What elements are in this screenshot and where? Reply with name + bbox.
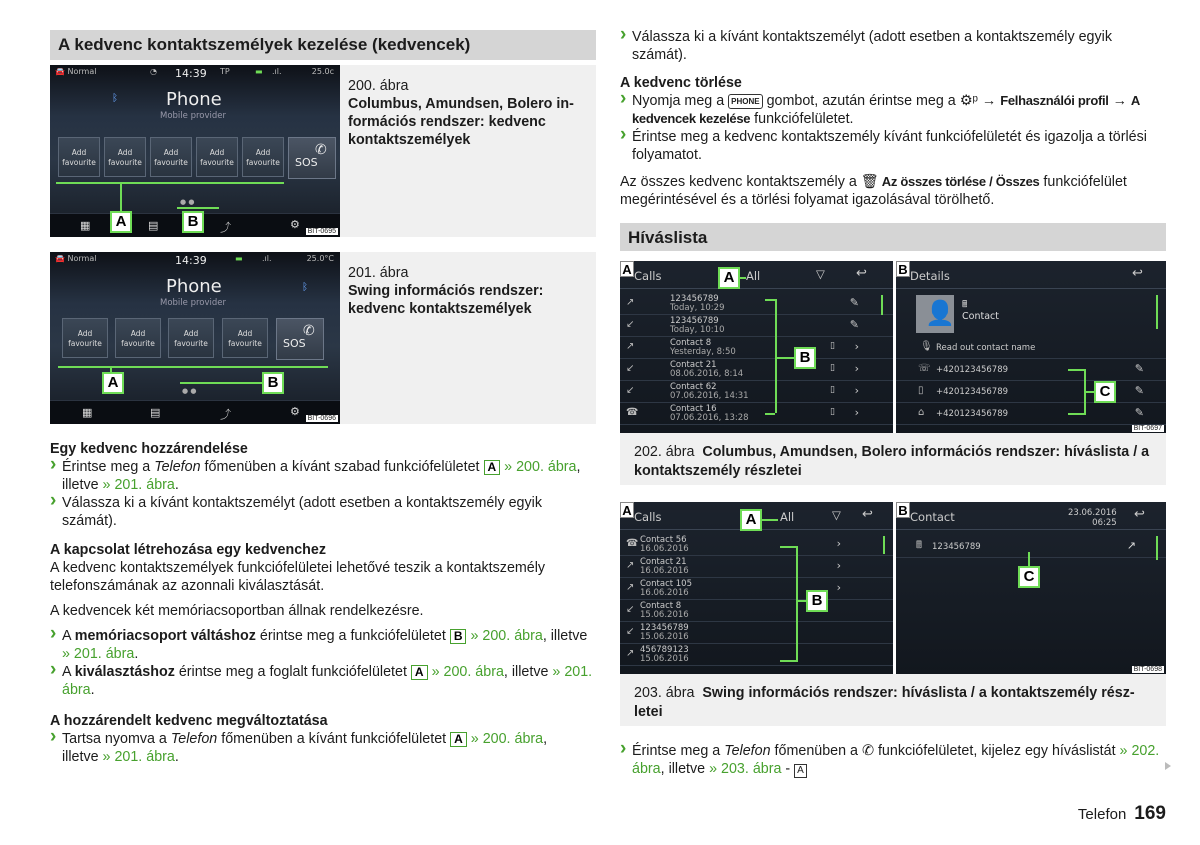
call-entry-time: 16.06.2016 bbox=[640, 588, 689, 598]
label-box-a: A bbox=[484, 460, 501, 475]
call-list-row[interactable] bbox=[620, 337, 893, 359]
call-icon: ↗ bbox=[1126, 539, 1136, 552]
callout-label-b: B bbox=[182, 211, 204, 233]
change-block bbox=[50, 712, 596, 766]
screen-columbus-calllist bbox=[620, 261, 1166, 433]
bullet: › Tartsa nyomva a Telefon főmenüben a kívánt funkciófelületet A » 200. ábra, illetve » 201. ábra. bbox=[50, 730, 596, 766]
figure-link[interactable]: » 200. ábra bbox=[470, 628, 543, 644]
page-footer bbox=[1078, 803, 1166, 825]
paragraph: Az összes kedvenc kontaktszemély a 🗑 Az összes törlése / Összes funkciófelület megérintésével és a törlési folyamat igazolásával törölhető. bbox=[620, 174, 1127, 208]
figure-201 bbox=[50, 252, 596, 424]
figure-203 bbox=[620, 502, 1166, 674]
gear-icon: ⚙ᵖ bbox=[959, 93, 978, 109]
figure-link[interactable]: » 200. ábra bbox=[504, 459, 577, 475]
bullet: › Válassza ki a kívánt kontaktszemélyt (adott esetben a kontaktszemély egyik számát). bbox=[50, 494, 596, 530]
phone-type-icon: ⌂ bbox=[918, 407, 925, 418]
heading-change: A hozzárendelt kedvenc megváltoztatása bbox=[50, 713, 328, 729]
figure-number: 202. ábra bbox=[634, 444, 695, 460]
callout-line-a bbox=[120, 182, 122, 212]
status-bar bbox=[50, 252, 340, 266]
call-entry-name: Contact 105 bbox=[640, 579, 692, 589]
call-direction-icon: ☎ bbox=[626, 538, 639, 549]
figure-caption bbox=[340, 65, 596, 237]
call-direction-icon: ↗ bbox=[626, 648, 635, 659]
add-favourite-button[interactable]: Add favourite bbox=[222, 318, 268, 358]
figure-caption-text: Columbus, Amundsen, Bolero információs rendszer: kedvenc kontaktszemélyek bbox=[348, 96, 574, 148]
corner-label-a: A bbox=[620, 502, 634, 518]
row-action-icon[interactable]: › bbox=[854, 406, 859, 419]
figure-caption-text: Swing információs rendszer: kedvenc kontaktszemélyek bbox=[348, 283, 544, 317]
callout-label-c: C bbox=[1094, 381, 1116, 403]
heading-delete: A kedvenc törlése bbox=[620, 75, 742, 91]
call-entry-time: 15.06.2016 bbox=[640, 632, 689, 642]
call-list-row[interactable] bbox=[620, 578, 893, 600]
bullet: › Nyomja meg a PHONE gombot, azután érintse meg a ⚙ᵖ → Felhasználói profil → A kedvencek kezelése funkciófelületet. bbox=[620, 92, 1166, 128]
call-entry-time: 15.06.2016 bbox=[640, 610, 689, 620]
warning-box: A bbox=[794, 764, 807, 778]
call-list-icon[interactable]: ⤴ bbox=[220, 408, 231, 421]
page-dots: ● ● bbox=[182, 387, 197, 395]
bullet: › A memóriacsoport váltáshoz érintse meg a funkciófelületet B » 200. ábra, illetve » 201. ábra. bbox=[50, 627, 596, 663]
trash-icon: 🗑 bbox=[860, 174, 879, 190]
label-box-a: A bbox=[411, 665, 428, 680]
number-row[interactable]: 🖩 123456789 ↗ bbox=[896, 536, 1166, 558]
call-list-row[interactable] bbox=[620, 644, 893, 666]
calls-header: Calls All ▽ ↩ bbox=[620, 502, 893, 530]
chevron-right-icon[interactable]: › bbox=[836, 537, 841, 550]
call-entry-time: Today, 10:10 bbox=[670, 325, 725, 335]
phonebook-icon[interactable]: ▦ bbox=[82, 406, 93, 419]
handset-icon: ✆ bbox=[303, 323, 315, 339]
page-dots: ● ● bbox=[180, 198, 195, 206]
call-direction-icon: ☎ bbox=[626, 407, 639, 418]
figure-caption-text: Swing információs rendszer: híváslista / a kontaktszemély részletei bbox=[634, 685, 1135, 720]
mobile-icon: 🖩 bbox=[916, 540, 922, 551]
figure-caption bbox=[620, 674, 1166, 726]
phone-number-row[interactable] bbox=[896, 403, 1166, 425]
sos-button[interactable]: SOS ✆ bbox=[276, 318, 324, 360]
call-entry-time: 16.06.2016 bbox=[640, 566, 689, 576]
phone-number: +420123456789 bbox=[936, 387, 1009, 397]
phonebook-icon[interactable]: ▦ bbox=[80, 219, 91, 232]
scrollbar[interactable] bbox=[881, 295, 883, 315]
row-action-icon[interactable]: ✎ bbox=[849, 296, 859, 309]
figure-caption-text: Columbus, Amundsen, Bolero információs rendszer: híváslista / a kontaktszemély részletei bbox=[634, 444, 1150, 479]
contacts-icon[interactable]: ▤ bbox=[148, 219, 159, 232]
figure-link[interactable]: » 203. ábra bbox=[709, 761, 782, 777]
screen-swing-calllist bbox=[620, 502, 1166, 674]
call-direction-icon: ↗ bbox=[626, 560, 635, 571]
contact-pane bbox=[896, 502, 1166, 674]
callout-label-a: A bbox=[718, 267, 740, 289]
call-list-row[interactable] bbox=[620, 403, 893, 425]
scrollbar[interactable] bbox=[1156, 536, 1158, 560]
connect-block bbox=[50, 541, 596, 699]
wifi-icon: ◔ bbox=[150, 67, 157, 76]
call-entry-time: 07.06.2016, 14:31 bbox=[670, 391, 749, 401]
call-entry-name: Contact 8 bbox=[670, 338, 712, 348]
read-out-row[interactable]: 🎙 Read out contact name bbox=[896, 337, 1166, 359]
callout-line-b bbox=[180, 382, 266, 384]
call-entry-time: Yesterday, 8:50 bbox=[670, 347, 736, 357]
call-list-icon[interactable]: ⤴ bbox=[220, 221, 231, 234]
contact-name: Contact bbox=[962, 311, 999, 322]
calls-header: Calls All ▽ ↩ bbox=[620, 261, 893, 289]
add-favourite-button[interactable]: Add favourite bbox=[115, 318, 161, 358]
voice-icon: 🎙 bbox=[920, 341, 933, 352]
settings-icon[interactable]: ⚙ bbox=[290, 405, 300, 418]
corner-label-b: B bbox=[896, 261, 910, 277]
mobile-icon: ▯ bbox=[830, 407, 835, 417]
call-entry-name: 123456789 bbox=[670, 316, 719, 326]
figure-number: 203. ábra bbox=[634, 685, 695, 701]
callout-label-a: A bbox=[740, 509, 762, 531]
scrollbar[interactable] bbox=[1156, 295, 1158, 329]
back-icon[interactable]: ↩ bbox=[862, 507, 873, 522]
figure-code: BIT-0698 bbox=[1133, 666, 1162, 673]
signal-icon: .ıl. bbox=[272, 67, 282, 76]
bullet: › Érintse meg a Telefon főmenüben a kívánt szabad funkciófelületet A » 200. ábra, illetve » 201. ábra. bbox=[50, 458, 596, 494]
call-entry-time: 15.06.2016 bbox=[640, 654, 689, 664]
call-entry-name: Contact 62 bbox=[670, 382, 717, 392]
bottom-bar bbox=[50, 400, 340, 424]
call-entry-name: Contact 16 bbox=[670, 404, 717, 414]
details-header: Details ↩ bbox=[896, 261, 1166, 289]
sos-button[interactable]: SOS ✆ bbox=[288, 137, 336, 179]
call-direction-icon: ↙ bbox=[626, 385, 635, 396]
figure-number: 200. ábra bbox=[348, 78, 409, 94]
call-entry-name: Contact 21 bbox=[670, 360, 717, 370]
call-direction-icon: ↙ bbox=[626, 626, 635, 637]
mobile-icon: ▯ bbox=[830, 385, 835, 395]
figure-link[interactable]: » 200. ábra bbox=[470, 731, 544, 747]
figure-link[interactable]: » 201. ábra bbox=[102, 477, 175, 493]
edit-icon[interactable]: ✎ bbox=[1134, 362, 1144, 375]
add-favourite-button[interactable]: Add favourite bbox=[196, 137, 238, 177]
call-direction-icon: ↙ bbox=[626, 604, 635, 615]
callout-label-b: B bbox=[794, 347, 816, 369]
callout-line-a bbox=[58, 366, 328, 368]
provider-name: Mobile provider bbox=[160, 111, 226, 121]
figure-caption bbox=[340, 252, 596, 424]
figure-200 bbox=[50, 65, 596, 237]
status-tp: TP bbox=[220, 67, 230, 76]
edit-icon[interactable]: ✎ bbox=[1134, 384, 1144, 397]
filter-all[interactable]: All bbox=[780, 510, 795, 524]
call-entry-time: 16.06.2016 bbox=[640, 544, 689, 554]
bullet: › A kiválasztáshoz érintse meg a foglalt funkciófelületet A » 200. ábra, illetve » 201. ábra. bbox=[50, 663, 596, 699]
status-bar bbox=[50, 65, 340, 79]
status-temp: 25.0c bbox=[311, 67, 334, 76]
call-list-row[interactable] bbox=[620, 381, 893, 403]
add-favourite-button[interactable]: Add favourite bbox=[104, 137, 146, 177]
callout-line-a bbox=[762, 519, 778, 521]
contacts-icon[interactable]: ▤ bbox=[150, 406, 161, 419]
call-list-row[interactable] bbox=[620, 600, 893, 622]
screen-swing-favourites bbox=[50, 252, 340, 424]
callout-label-a: A bbox=[102, 372, 124, 394]
call-entry-name: Contact 56 bbox=[640, 535, 687, 545]
phone-icon: 🖩 bbox=[962, 300, 968, 310]
phone-number: +420123456789 bbox=[936, 409, 1009, 419]
phone-type-icon: ▯ bbox=[918, 385, 924, 396]
figure-link[interactable]: » 201. ábra bbox=[62, 646, 135, 662]
callout-line-b bbox=[177, 207, 219, 209]
battery-icon: ▬ bbox=[235, 254, 243, 263]
provider-name: Mobile provider bbox=[160, 298, 226, 308]
phone-type-icon: ☏ bbox=[918, 363, 931, 374]
handset-icon: ✆ bbox=[315, 142, 327, 158]
figure-code: BIT-0696 bbox=[307, 415, 336, 422]
call-entry-time: 07.06.2016, 13:28 bbox=[670, 413, 749, 423]
call-list-row[interactable] bbox=[620, 359, 893, 381]
add-favourite-button[interactable]: Add favourite bbox=[168, 318, 214, 358]
figure-caption bbox=[620, 433, 1166, 485]
call-entry-time: Today, 10:29 bbox=[670, 303, 725, 313]
assign-block bbox=[50, 440, 596, 530]
add-favourite-button[interactable]: Add favourite bbox=[150, 137, 192, 177]
signal-icon: .ıl. bbox=[262, 254, 272, 263]
phone-number-row[interactable] bbox=[896, 381, 1166, 403]
label-box-a: A bbox=[450, 732, 467, 747]
continue-arrow-icon bbox=[1165, 762, 1171, 770]
status-mode: Normal bbox=[67, 67, 97, 76]
chevron-down-icon[interactable]: ▽ bbox=[832, 508, 841, 522]
status-temp: 25.0°C bbox=[306, 254, 334, 263]
car-icon: 🚘 bbox=[55, 254, 65, 263]
bullet: › Érintse meg a Telefon főmenüben a ✆ funkciófelületet, kijelez egy híváslistát » 202. ábra, illetve » 203. ábra - A bbox=[620, 742, 1166, 778]
call-list-icon: ✆ bbox=[861, 743, 874, 759]
row-action-icon[interactable]: › bbox=[854, 384, 859, 397]
back-icon[interactable]: ↩ bbox=[1134, 507, 1145, 522]
phone-number: +420123456789 bbox=[936, 365, 1009, 375]
chapter-name: Telefon bbox=[1077, 806, 1127, 823]
status-time: 14:39 bbox=[175, 254, 207, 267]
call-list-row[interactable] bbox=[620, 315, 893, 337]
call-list-row[interactable] bbox=[620, 534, 893, 556]
phone-key-icon: PHONE bbox=[728, 94, 762, 109]
add-favourite-button[interactable]: Add favourite bbox=[242, 137, 284, 177]
section-title-favourites: A kedvenc kontaktszemélyek kezelése (kedvencek) bbox=[50, 30, 596, 60]
bluetooth-icon: ᛒ bbox=[302, 282, 308, 293]
calls-pane bbox=[620, 502, 893, 674]
section-title-calllist: Híváslista bbox=[620, 223, 1166, 251]
mobile-icon: ▯ bbox=[830, 363, 835, 373]
chevron-right-icon[interactable]: › bbox=[836, 559, 841, 572]
chevron-right-icon[interactable]: › bbox=[836, 581, 841, 594]
call-direction-icon: ↗ bbox=[626, 341, 635, 352]
bullet: › Érintse meg a kedvenc kontaktszemély kívánt funkciófelületét és igazolja a törlési folyamatot. bbox=[620, 128, 1166, 164]
label-box-b: B bbox=[450, 629, 467, 644]
call-entry-time: 08.06.2016, 8:14 bbox=[670, 369, 744, 379]
phone-title: Phone bbox=[166, 89, 222, 110]
call-direction-icon: ↗ bbox=[626, 297, 635, 308]
mobile-icon: ▯ bbox=[830, 341, 835, 351]
corner-label-b: B bbox=[896, 502, 910, 518]
row-action-icon[interactable]: › bbox=[854, 340, 859, 353]
callout-label-b: B bbox=[262, 372, 284, 394]
call-direction-icon: ↗ bbox=[626, 582, 635, 593]
datetime: 23.06.2016 06:25 bbox=[1068, 508, 1117, 528]
avatar: 👤 bbox=[916, 295, 954, 333]
add-favourite-button[interactable]: Add favourite bbox=[62, 318, 108, 358]
page-number: 169 bbox=[1134, 803, 1166, 824]
back-icon[interactable]: ↩ bbox=[856, 266, 867, 281]
call-entry-name: 456789123 bbox=[640, 645, 689, 655]
status-time: 14:39 bbox=[175, 67, 207, 80]
scrollbar[interactable] bbox=[883, 536, 885, 554]
figure-number: 201. ábra bbox=[348, 265, 409, 281]
call-entry-name: Contact 8 bbox=[640, 601, 682, 611]
bullet: › Válassza ki a kívánt kontaktszemélyt (adott esetben a kontaktszemély egyik számát). bbox=[620, 28, 1166, 64]
figure-link[interactable]: » 201. ábra bbox=[102, 749, 175, 765]
add-favourite-button[interactable]: Add favourite bbox=[58, 137, 100, 177]
battery-icon: ▬ bbox=[255, 67, 263, 76]
screen-columbus-favourites bbox=[50, 65, 340, 237]
figure-code: BIT-0697 bbox=[1133, 425, 1162, 432]
car-icon: 🚘 bbox=[55, 67, 65, 76]
back-icon[interactable]: ↩ bbox=[1132, 266, 1143, 281]
row-action-icon[interactable]: ✎ bbox=[849, 318, 859, 331]
figure-link[interactable]: » 201. ábra bbox=[62, 664, 593, 698]
heading-assign: Egy kedvenc hozzárendelése bbox=[50, 441, 248, 457]
call-list-row[interactable] bbox=[620, 622, 893, 644]
call-entry-name: 123456789 bbox=[670, 294, 719, 304]
figure-link[interactable]: » 202. ábra bbox=[632, 743, 1160, 777]
call-direction-icon: ↙ bbox=[626, 363, 635, 374]
status-mode: Normal bbox=[67, 254, 97, 263]
calls-pane bbox=[620, 261, 893, 433]
bluetooth-icon: ᛒ bbox=[112, 93, 118, 104]
figure-202 bbox=[620, 261, 1166, 433]
corner-label-a: A bbox=[620, 261, 634, 277]
details-pane bbox=[896, 261, 1166, 433]
delete-block bbox=[620, 74, 1166, 209]
call-direction-icon: ↙ bbox=[626, 319, 635, 330]
edit-icon[interactable]: ✎ bbox=[1134, 406, 1144, 419]
call-list-row[interactable] bbox=[620, 293, 893, 315]
paragraph: A kedvenc kontaktszemélyek funkciófelületei lehetővé teszik a kontaktszemély telefonszámának az azonnali kiválasztását. bbox=[50, 560, 546, 594]
figure-link[interactable]: » 200. ábra bbox=[431, 664, 504, 680]
heading-connect: A kapcsolat létrehozása egy kedvenchez bbox=[50, 542, 326, 558]
settings-icon[interactable]: ⚙ bbox=[290, 218, 300, 231]
phone-number-row[interactable] bbox=[896, 359, 1166, 381]
callout-label-b: B bbox=[806, 590, 828, 612]
paragraph: A kedvencek két memóriacsoportban állnak rendelkezésre. bbox=[50, 603, 424, 619]
row-action-icon[interactable]: › bbox=[854, 362, 859, 375]
filter-all[interactable]: All bbox=[746, 269, 761, 283]
figure-code: BIT-0695 bbox=[307, 228, 336, 235]
contact-header: Contact 23.06.2016 06:25 ↩ bbox=[896, 502, 1166, 530]
chevron-down-icon[interactable]: ▽ bbox=[816, 267, 825, 281]
call-entry-name: Contact 21 bbox=[640, 557, 687, 567]
call-entry-name: 123456789 bbox=[640, 623, 689, 633]
call-list-row[interactable] bbox=[620, 556, 893, 578]
callout-label-c: C bbox=[1018, 566, 1040, 588]
callout-line-a bbox=[56, 182, 284, 184]
callout-label-a: A bbox=[110, 211, 132, 233]
phone-title: Phone bbox=[166, 276, 222, 297]
